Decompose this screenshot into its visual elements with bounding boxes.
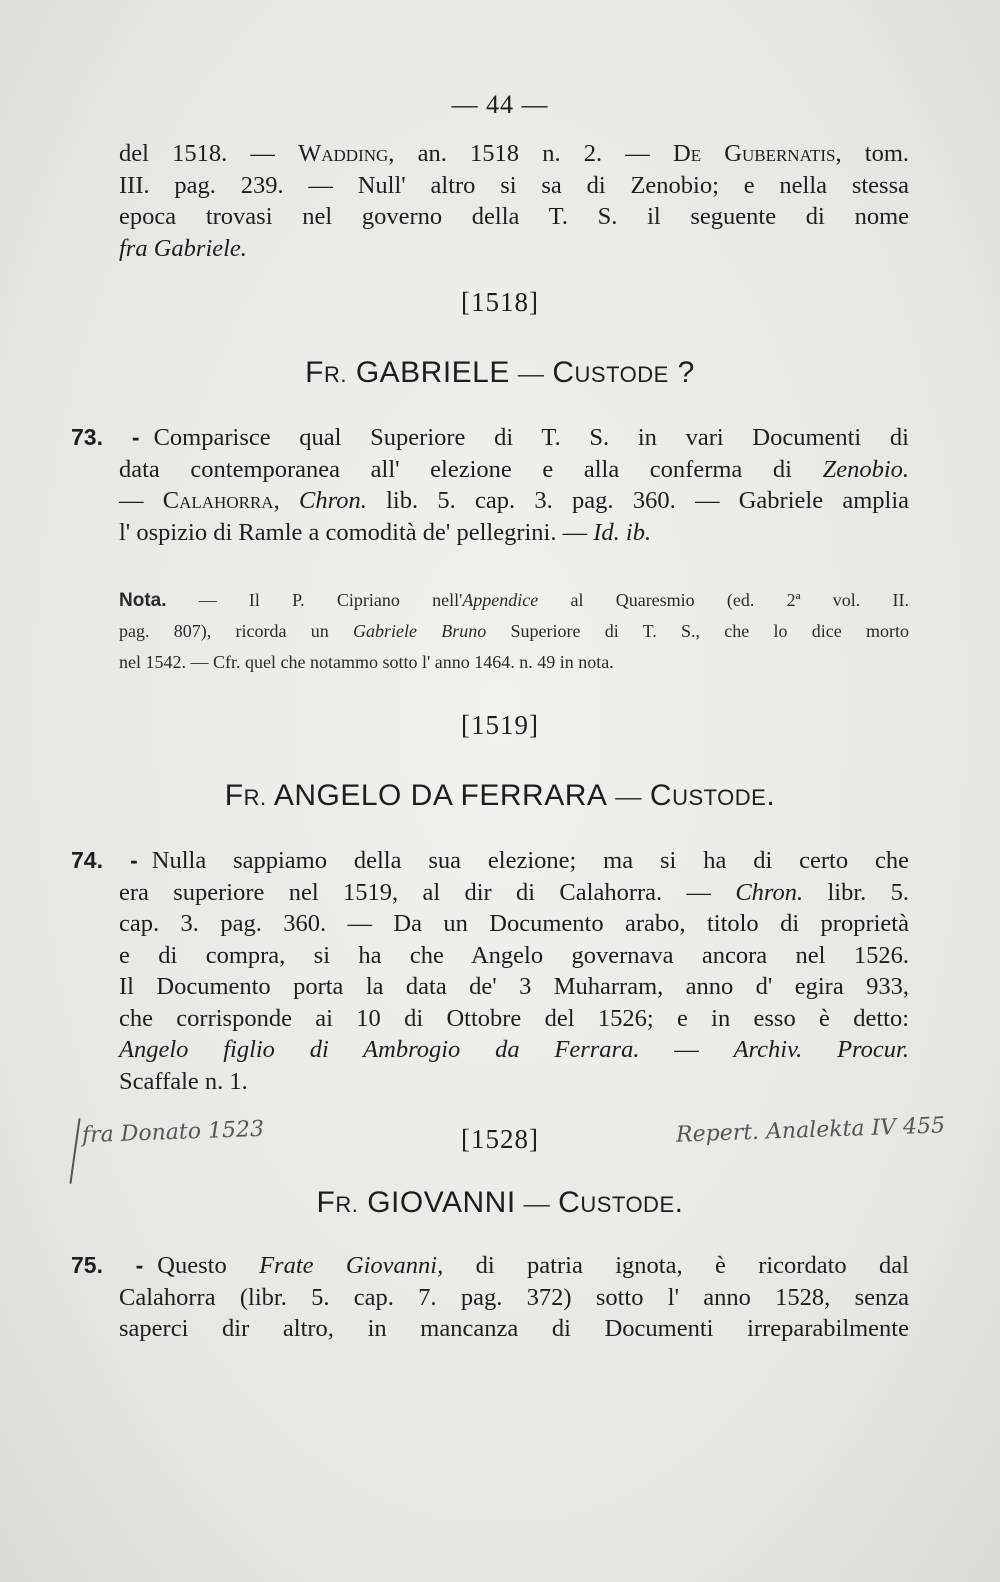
p75-line-1: 75. - Questo Frate Giovanni, di patria ignota, è ricordato dal bbox=[71, 1252, 909, 1279]
footnote-nota bbox=[119, 585, 909, 678]
paragraph-number: 74. - bbox=[71, 847, 138, 873]
p75-line-3: saperci dir altro, in mancanza di Documenti irreparabilmente bbox=[119, 1315, 909, 1342]
nota-line-2: pag. 807), ricorda un Gabriele Bruno Superiore di T. S., che lo dice morto bbox=[119, 621, 910, 641]
section-heading-giovanni: FR. GIOVANNI — CUSTODE. bbox=[316, 1186, 684, 1219]
intro-line-3: epoca trovasi nel governo della T. S. il seguente di nome bbox=[119, 203, 909, 230]
year-heading-1518: [1518] bbox=[461, 287, 539, 317]
paragraph-73 bbox=[71, 422, 910, 548]
year-heading-1528: [1528] bbox=[461, 1124, 539, 1154]
p74-line-6: che corrisponde ai 10 di Ottobre del 1526; e in esso è detto: bbox=[119, 1004, 909, 1032]
intro-line-1: del 1518. — Wadding, an. 1518 n. 2. — De Gubernatis, tom. bbox=[119, 140, 910, 167]
year-heading-1519: [1519] bbox=[461, 710, 539, 740]
p74-line-4: e di compra, si ha che Angelo governava ancora nel 1526. bbox=[119, 941, 909, 969]
p74-line-1: 74. - Nulla sappiamo della sua elezione; ma si ha di certo che bbox=[71, 847, 909, 874]
intro-line-4: fra Gabriele. bbox=[119, 234, 247, 262]
p73-line-1: 73. - Comparisce qual Superiore di T. S. in vari Documenti di bbox=[71, 424, 909, 451]
paragraph-74 bbox=[71, 845, 909, 1097]
p74-line-8: Scaffale n. 1. bbox=[119, 1067, 248, 1095]
paragraph-number: 73. - bbox=[71, 424, 140, 450]
nota-line-3: nel 1542. — Cfr. quel che notammo sotto l' anno 1464. n. 49 in nota. bbox=[119, 652, 614, 672]
paragraph-number: 75. - bbox=[71, 1252, 144, 1278]
handwritten-note-left: fra Donato 1523 bbox=[81, 1116, 265, 1149]
paragraph-75 bbox=[71, 1250, 909, 1345]
p73-line-4: l' ospizio di Ramle a comodità de' pellegrini. — Id. ib. bbox=[119, 518, 652, 546]
p74-line-5: Il Documento porta la data de' 3 Muharram, anno d' egira 933, bbox=[119, 973, 909, 1000]
p73-line-3: — Calahorra, Chron. lib. 5. cap. 3. pag. 360. — Gabriele amplia bbox=[119, 487, 910, 514]
p74-line-2: era superiore nel 1519, al dir di Calahorra. — Chron. libr. 5. bbox=[119, 878, 909, 906]
p75-line-2: Calahorra (libr. 5. cap. 7. pag. 372) sotto l' anno 1528, senza bbox=[119, 1283, 909, 1311]
page-number: — 44 — bbox=[451, 90, 549, 119]
p74-line-3: cap. 3. pag. 360. — Da un Documento arabo, titolo di proprietà bbox=[119, 910, 909, 937]
intro-line-2: III. pag. 239. — Null' altro si sa di Zenobio; e nella stessa bbox=[119, 171, 909, 199]
nota-line-1: Nota. — Il P. Cipriano nell'Appendice al Quaresmio (ed. 2ª vol. II. bbox=[119, 590, 909, 611]
intro-paragraph bbox=[119, 138, 909, 264]
section-heading-gabriele: FR. GABRIELE — CUSTODE ? bbox=[305, 356, 695, 389]
p74-line-7: Angelo figlio di Ambrogio da Ferrara. — Archiv. Procur. bbox=[119, 1036, 909, 1063]
handwritten-note-right: Repert. Analekta IV 455 bbox=[675, 1113, 946, 1148]
section-heading-angelo: FR. ANGELO DA FERRARA — CUSTODE. bbox=[224, 779, 776, 812]
p73-line-2: data contemporanea all' elezione e alla conferma di Zenobio. bbox=[119, 455, 909, 483]
